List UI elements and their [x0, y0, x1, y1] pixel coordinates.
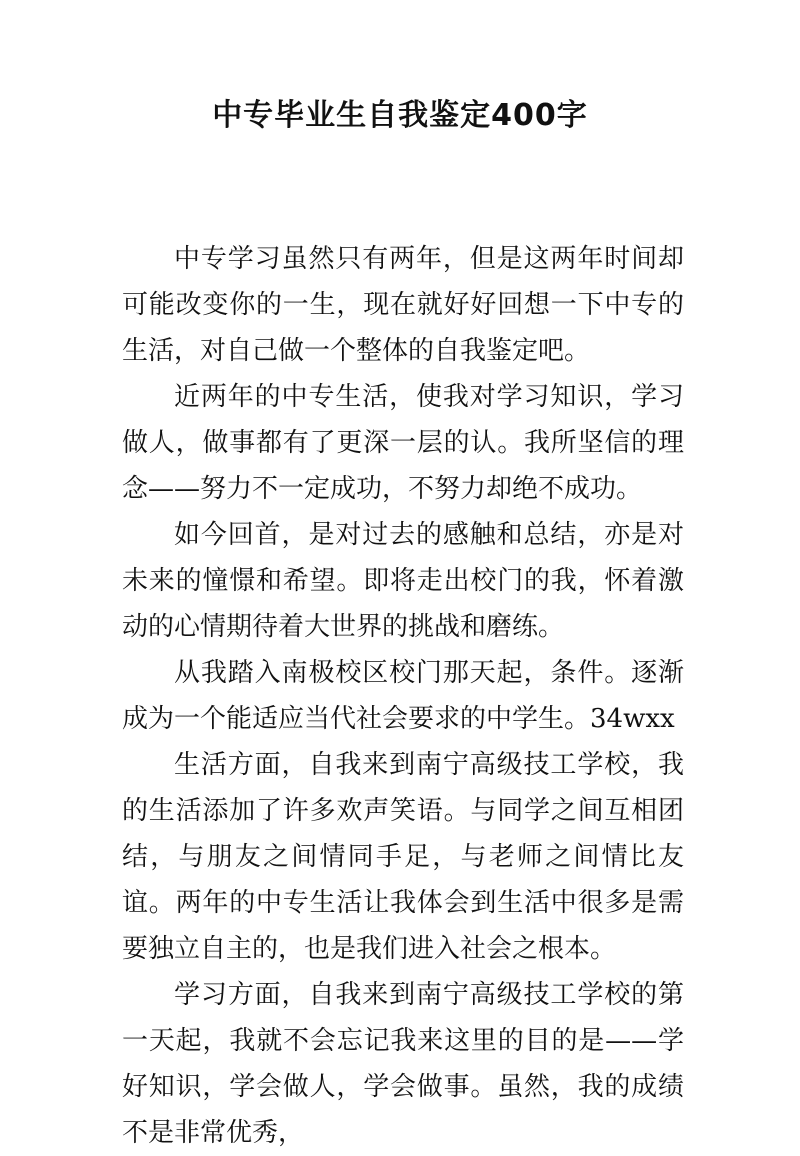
paragraph-1: 中专学习虽然只有两年，但是这两年时间却可能改变你的一生，现在就好好回想一下中专的生活，对自己做一个整体的自我鉴定吧。: [122, 244, 684, 366]
paragraph-4: 从我踏入南极校区校门那天起，条件。逐渐成为一个能适应当代社会要求的中学生。34wxx: [122, 658, 684, 734]
paragraph-5: 生活方面，自我来到南宁高级技工学校，我的生活添加了许多欢声笑语。与同学之间互相团结，与朋友之间情同手足，与老师之间情比友谊。两年的中专生活让我体会到生活中很多是需要独立自主的，也是我们进入社会之根本。: [122, 750, 684, 964]
paragraph-3: 如今回首，是对过去的感触和总结，亦是对未来的憧憬和希望。即将走出校门的我，怀着激动的心情期待着大世界的挑战和磨练。: [122, 520, 684, 642]
paragraph-2: 近两年的中专生活，使我对学习知识，学习做人，做事都有了更深一层的认。我所坚信的理念——努力不一定成功，不努力却绝不成功。: [122, 382, 684, 504]
document-body: [122, 236, 684, 1156]
document-title: 中专毕业生自我鉴定400字: [212, 98, 588, 133]
paragraph-6: 学习方面，自我来到南宁高级技工学校的第一天起，我就不会忘记我来这里的目的是——学好知识，学会做人，学会做事。虽然，我的成绩不是非常优秀，: [122, 980, 684, 1148]
